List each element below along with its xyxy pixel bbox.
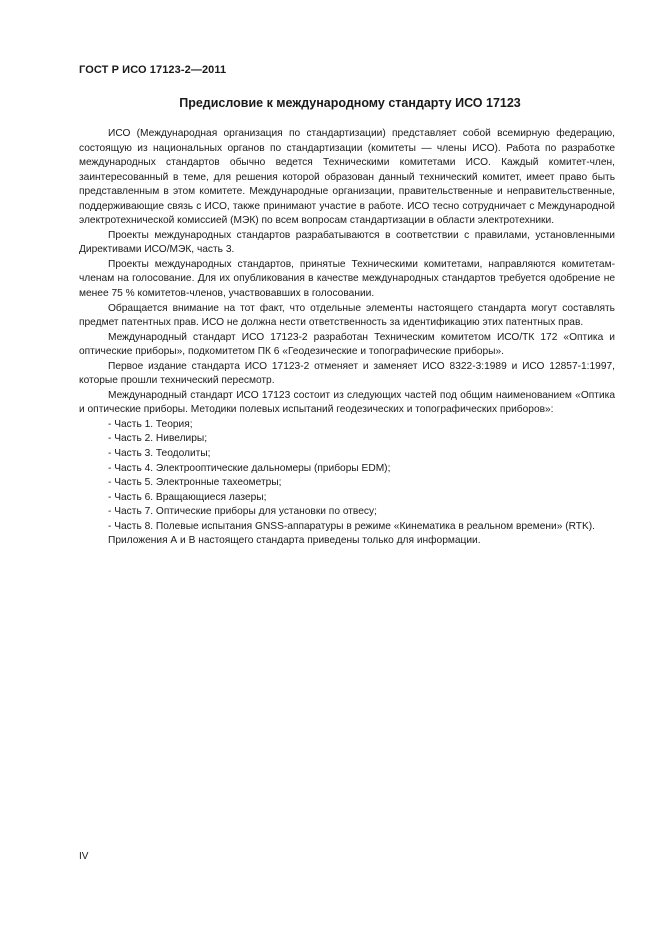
section-title: Предисловие к международному стандарту ИСО 17123: [179, 96, 521, 110]
paragraph: Обращается внимание на тот факт, что отдельные элементы настоящего стандарта могут составлять предмет патентных прав. ИСО не должна нести ответственность за идентификацию этих патентных прав.: [79, 302, 615, 329]
document-header: ГОСТ Р ИСО 17123-2—2011: [79, 64, 227, 76]
paragraph: Проекты международных стандартов, принятые Техническими комитетами, направляются комитетам-членам на голосование. Для их опубликования в качестве международных стандартов требуется одобрение не менее 75 % комитетов-членов, участвовавших в голосовании.: [79, 258, 615, 300]
list-item: - Часть 6. Вращающиеся лазеры;: [108, 491, 267, 503]
paragraph: ИСО (Международная организация по стандартизации) представляет собой всемирную федерацию, состоящую из национальных органов по стандартизации (комитеты — члены ИСО). Работа по разработке международных стандартов обычно ведется Техническими комитетами ИСО. Каждый комитет-член, заинтересованный в теме, для решения которой образован данный технический комитет, имеет право быть представленным в этом комитете. Международные организации, правительственные и неправительственные, поддерживающие связь с ИСО, также принимают участие в работе. ИСО тесно сотрудничает с Международной электротехнической комиссией (МЭК) по всем вопросам стандартизации в области электротехники.: [79, 128, 615, 227]
list-item: - Часть 3. Теодолиты;: [108, 448, 211, 460]
list-item: - Часть 8. Полевые испытания GNSS-аппаратуры в режиме «Кинематика в реальном времени» (RTK).: [108, 520, 596, 532]
paragraph: Международный стандарт ИСО 17123-2 разработан Техническим комитетом ИСО/ТК 172 «Оптика и оптические приборы», подкомитетом ПК 6 «Геодезические и топографические приборы».: [79, 331, 615, 358]
closing-paragraph: Приложения А и В настоящего стандарта приведены только для информации.: [108, 535, 481, 547]
paragraph: Проекты международных стандартов разрабатываются в соответствии с правилами, установленными Директивами ИСО/МЭК, часть 3.: [79, 229, 615, 256]
parts-list: [79, 418, 615, 534]
list-item: - Часть 1. Теория;: [108, 418, 193, 430]
page-number: IV: [79, 851, 89, 862]
list-item: - Часть 2. Нивелиры;: [108, 433, 208, 445]
paragraph: Первое издание стандарта ИСО 17123-2 отменяет и заменяет ИСО 8322-3:1989 и ИСО 12857-1:1997, которые прошли технический пересмотр.: [79, 360, 615, 387]
list-item: - Часть 4. Электрооптические дальномеры (приборы EDM);: [108, 462, 391, 474]
list-item: - Часть 7. Оптические приборы для установки по отвесу;: [108, 506, 377, 518]
document-body: [79, 127, 615, 549]
list-item: - Часть 5. Электронные тахеометры;: [108, 477, 282, 489]
paragraph: Международный стандарт ИСО 17123 состоит из следующих частей под общим наименованием «Оптика и оптические приборы. Методики полевых испытаний геодезических и топографических приборов»:: [79, 389, 615, 416]
